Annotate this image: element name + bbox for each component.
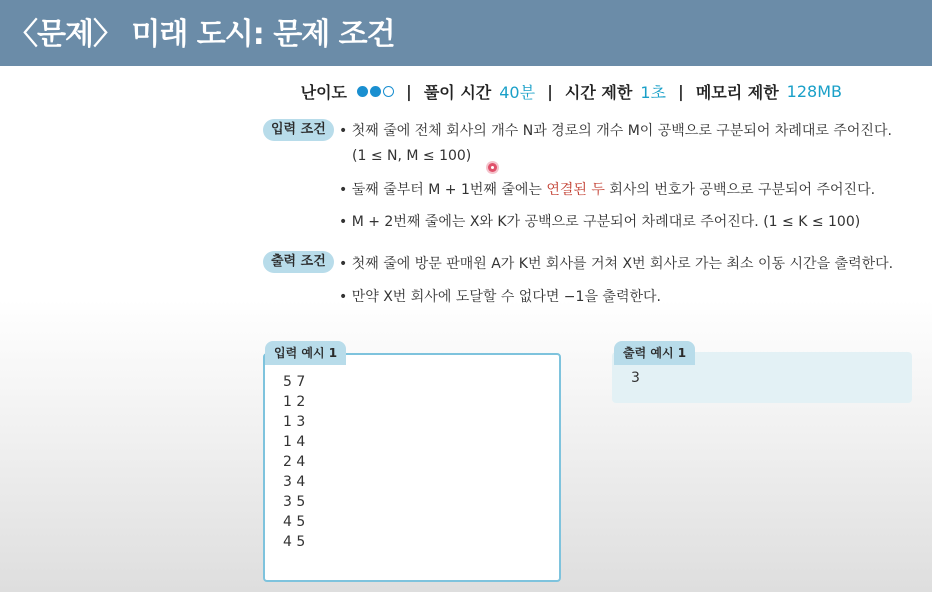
memory-limit-label: 메모리 제한 — [695, 82, 779, 102]
page-title: 〈문제〉 미래 도시: 문제 조건 — [8, 17, 395, 52]
problem-specs — [301, 79, 842, 103]
input-condition-range: (1 ≤ N, M ≤ 100) — [352, 148, 472, 164]
highlighted-text: 연결된 두 — [546, 182, 605, 198]
output-condition-line-2: • 만약 X번 회사에 도달할 수 없다면 −1을 출력한다. — [339, 289, 661, 305]
memory-limit-value: 128MB — [786, 81, 842, 101]
example-input-row: 3 4 — [283, 474, 306, 490]
header-bar — [0, 0, 932, 66]
input-condition-line-2 — [339, 179, 875, 199]
example-input-row: 2 4 — [283, 454, 306, 470]
example-output-tab: 출력 예시 1 — [614, 341, 695, 365]
time-value: 40분 — [499, 82, 536, 102]
input-condition-badge: 입력 조건 — [263, 119, 334, 141]
time-limit-value: 1초 — [640, 82, 666, 102]
filled-dot-icon — [357, 86, 368, 97]
time-label: 풀이 시간 — [423, 82, 492, 102]
example-input-box — [263, 353, 561, 582]
filled-dot-icon — [370, 86, 381, 97]
empty-dot-icon — [383, 86, 394, 97]
input-condition-line-1: • 첫째 줄에 전체 회사의 개수 N과 경로의 개수 M이 공백으로 구분되어 차례대로 주어진다. — [339, 123, 892, 139]
input-condition-line-2-start: • 둘째 줄부터 M + 1번째 줄에는 — [339, 182, 547, 198]
input-condition-line-3: • M + 2번째 줄에는 X와 K가 공백으로 구분되어 차례대로 주어진다. (1 ≤ K ≤ 100) — [339, 214, 861, 230]
time-limit-label: 시간 제한 — [564, 82, 633, 102]
difficulty-dots — [357, 86, 394, 97]
example-input-tab: 입력 예시 1 — [265, 341, 346, 365]
separator: | — [547, 81, 553, 101]
pointer-cursor-icon — [488, 163, 497, 172]
example-input-rows — [283, 372, 305, 552]
example-input-row: 1 3 — [283, 414, 306, 430]
example-input-row: 1 2 — [283, 394, 306, 410]
separator: | — [406, 81, 412, 101]
example-input-row: 4 5 — [283, 514, 306, 530]
separator: | — [677, 81, 684, 101]
example-input-row: 1 4 — [283, 434, 306, 450]
example-input-row: 5 7 — [283, 374, 306, 390]
output-condition-badge: 출력 조건 — [263, 251, 334, 273]
input-condition-line-2-end: 회사의 번호가 공백으로 구분되어 주어진다. — [604, 182, 876, 198]
example-input-row: 3 5 — [283, 494, 306, 510]
output-condition-line-1: • 첫째 줄에 방문 판매원 A가 K번 회사를 거쳐 X번 회사로 가는 최소 이동 시간을 출력한다. — [339, 256, 894, 272]
example-output-value: 3 — [631, 370, 640, 386]
example-input-row: 4 5 — [283, 534, 306, 550]
difficulty-label: 난이도 — [300, 82, 347, 102]
